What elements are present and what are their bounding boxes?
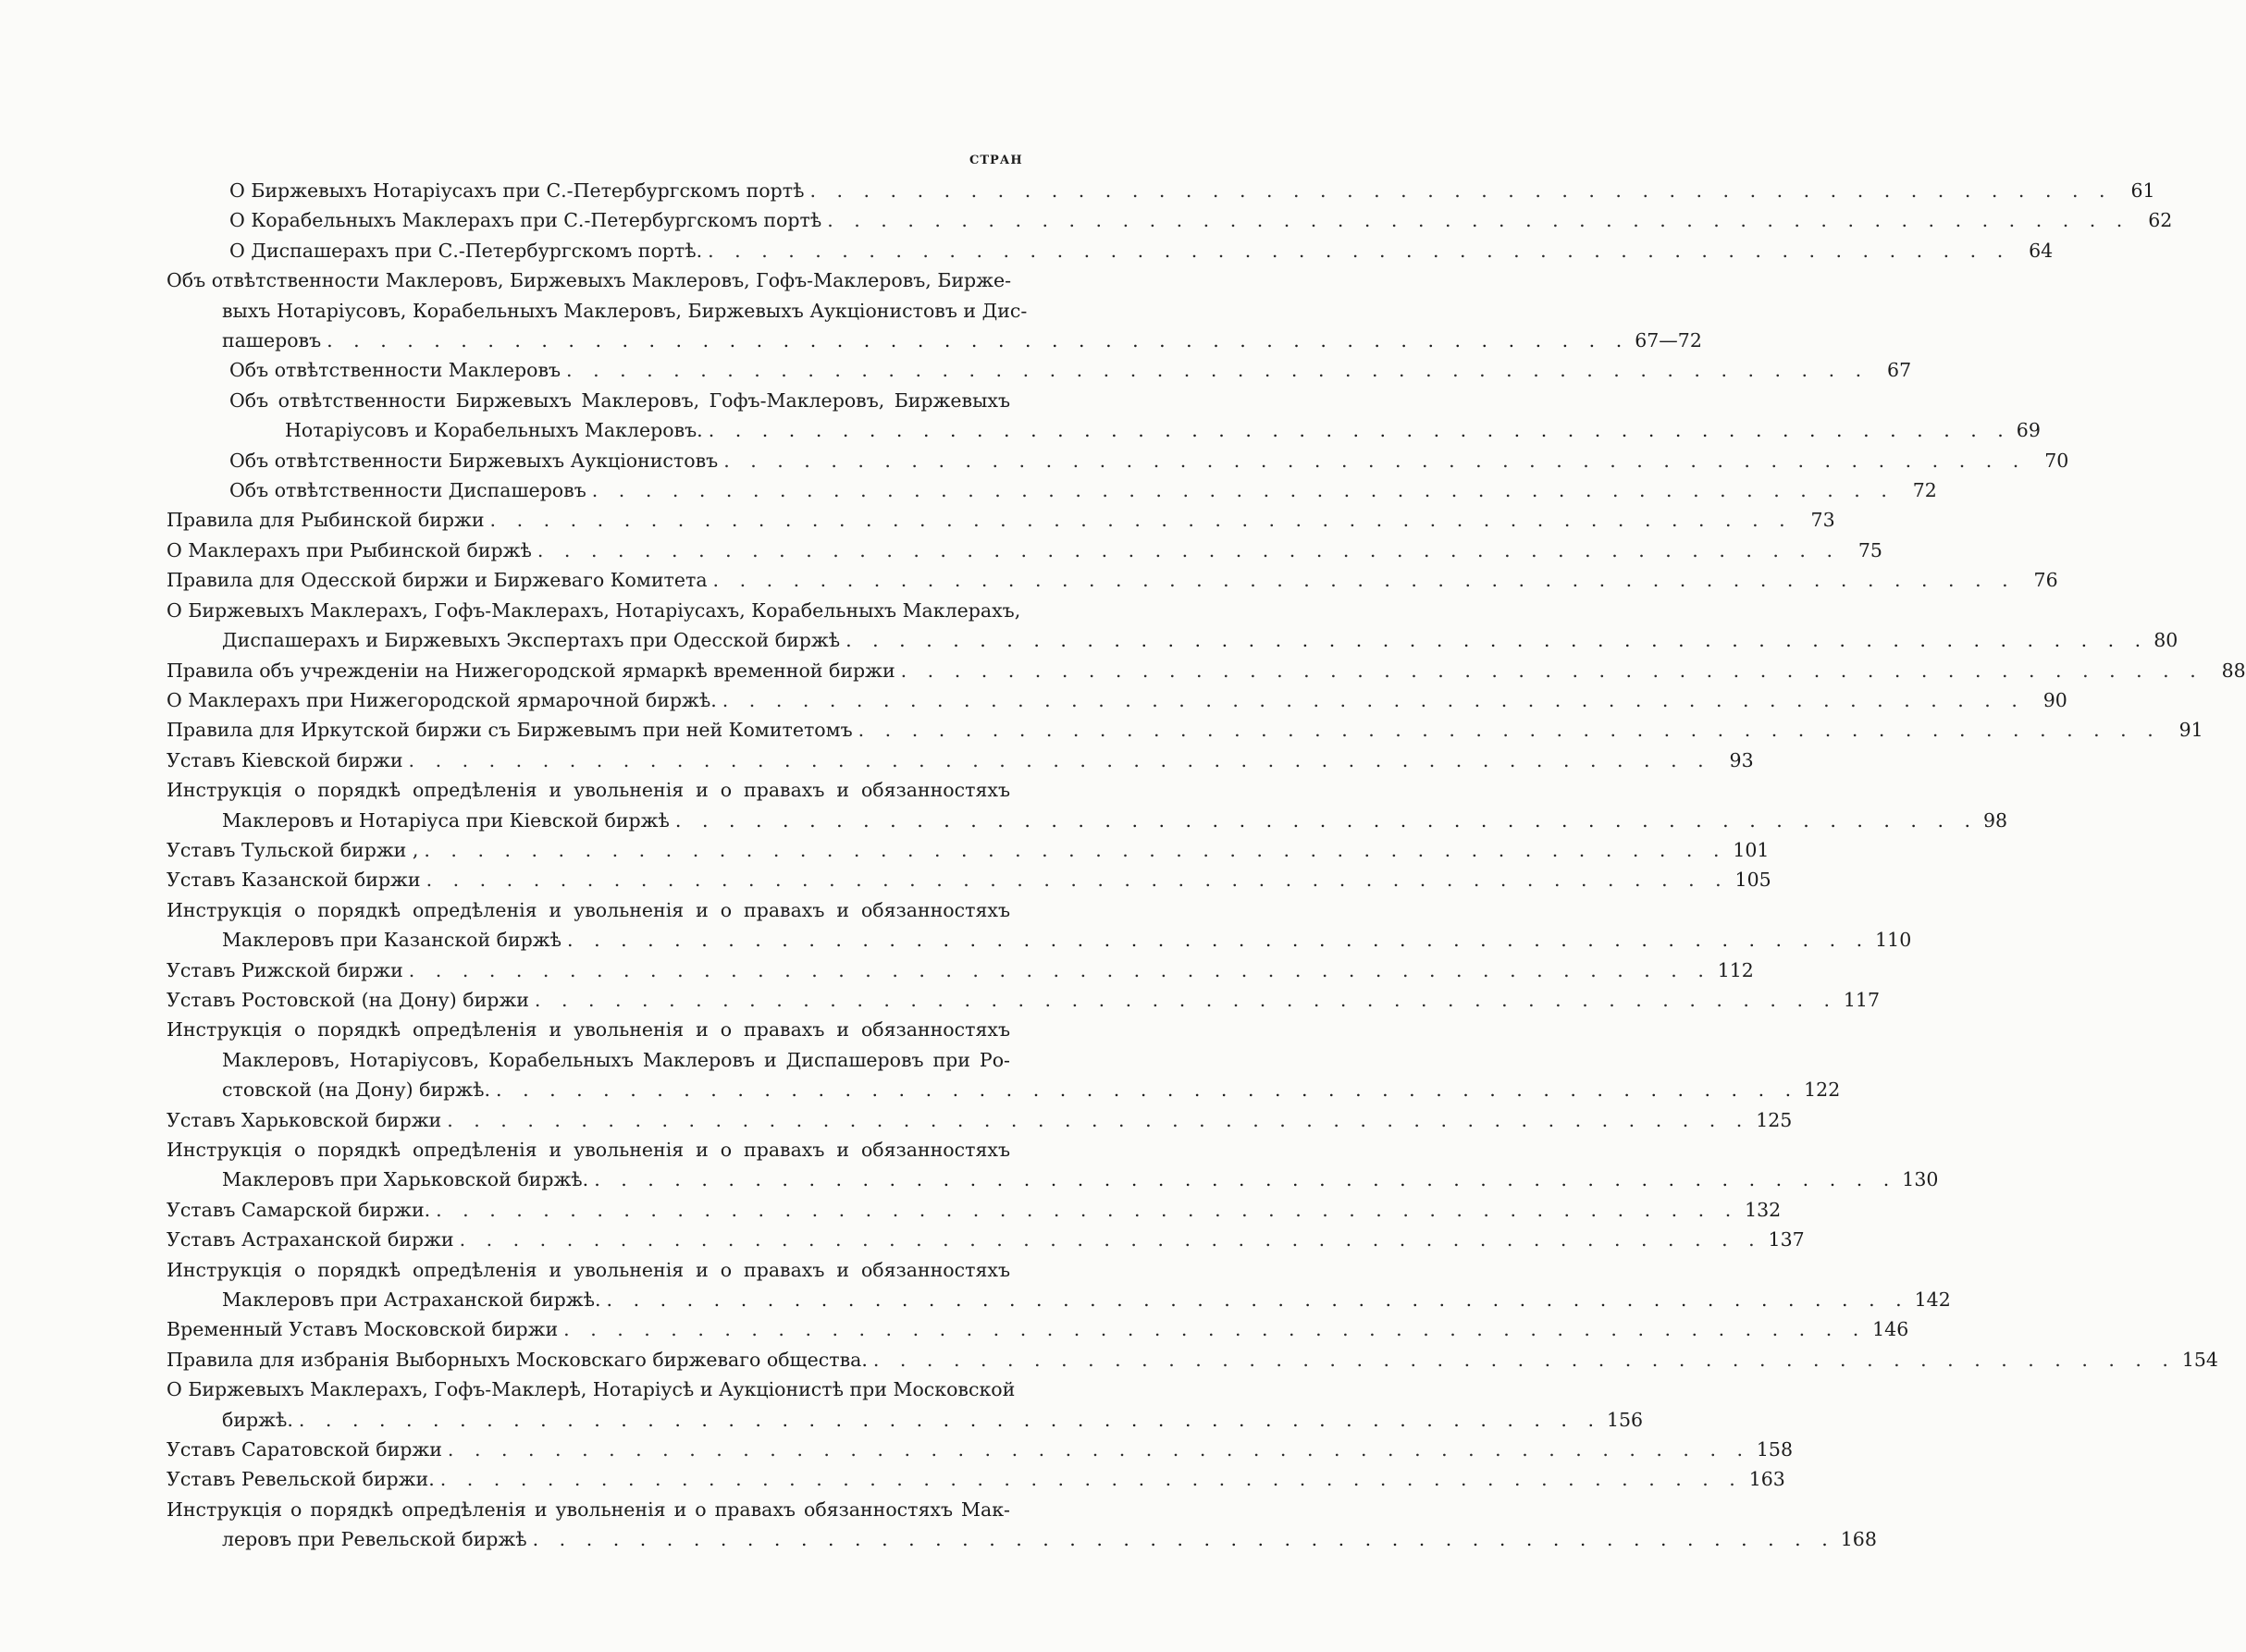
- toc-entry-page: 122: [1804, 1079, 1841, 1102]
- dot-leader: . . . . . . . . . . . . . . . . . . . . . . . . . . . . . . . . . . . . . . . . . . . . . . . . .: [809, 179, 2113, 202]
- toc-entry-title-line: Маклеровъ при Казанской биржѣ: [222, 929, 562, 952]
- toc-entry-page: 117: [1843, 988, 1881, 1011]
- toc-entry: [229, 475, 1937, 505]
- dot-leader: . . . . . . . . . . . . . . . . . . . . . . . . . . . . . . . . . . . . . . . . . . . . . . . . .: [447, 1108, 1750, 1131]
- dot-leader: . . . . . . . . . . . . . . . . . . . . . . . . . . . . . . . . . . . . . . . . . . . . . . . . .: [827, 209, 2130, 232]
- dot-leader: . . . . . . . . . . . . . . . . . . . . . . . . . . . . . . . . . . . . . . . . . . . . . . . . .: [606, 1288, 1909, 1312]
- dot-leader: . . . . . . . . . . . . . . . . . . . . . . . . . . . . . . . . . . . . . . . . . . . . . . . . .: [424, 838, 1727, 861]
- dot-leader: . . . . . . . . . . . . . . . . . . . . . . . . . . . . . . . . . . . . . . . . . . . . . . . . .: [459, 1228, 1762, 1251]
- dot-leader: . . . . . . . . . . . . . . . . . . . . . . . . . . . . . . . . . . . . . . . . . . . . . . . . .: [858, 719, 2161, 742]
- toc-entry: [229, 446, 2069, 475]
- toc-entry-page: 163: [1748, 1468, 1785, 1491]
- toc-entry-title: Временный Уставъ Московской биржи: [167, 1318, 559, 1341]
- dot-leader: . . . . . . . . . . . . . . . . . . . . . . . . . . . . . . . . . . . . . . . . . . . . . . . . .: [534, 988, 1838, 1011]
- toc-entry-last-line: [167, 925, 1912, 955]
- toc-entry-page: 90: [2042, 688, 2067, 711]
- toc-entry-title: Правила для Одесской биржи и Биржеваго Комитета: [167, 569, 708, 592]
- dot-leader: . . . . . . . . . . . . . . . . . . . . . . . . . . . . . . . . . . . . . . . . . . . . . . . . .: [872, 1348, 2176, 1371]
- toc-entry-page: 80: [2153, 629, 2178, 652]
- toc-entry-title-line: Инструкція о порядкѣ опредѣленія и увольненія и о правахъ обязанностяхъ Мак-: [167, 1498, 1010, 1521]
- toc-entry-title: Уставъ Рижской биржи: [167, 958, 403, 981]
- toc-entry-page: 98: [1983, 808, 2008, 832]
- toc-entry-title-line: О Биржевыхъ Маклерахъ, Гофъ-Маклерѣ, Нотаріусѣ и Аукціонистѣ при Московской: [167, 1378, 1016, 1401]
- toc-entry-title-line: Инструкція о порядкѣ опредѣленія и увольненія и о правахъ и обязанностяхъ: [167, 779, 1010, 802]
- toc-entry-title-line: Инструкція о порядкѣ опредѣленія и увольненія и о правахъ и обязанностяхъ: [167, 1258, 1010, 1281]
- dot-leader: . . . . . . . . . . . . . . . . . . . . . . . . . . . . . . . . . . . . . . . . . . . . . . . . .: [723, 449, 2027, 472]
- dot-leader: . . . . . . . . . . . . . . . . . . . . . . . . . . . . . . . . . . . . . . . . . . . . . . . . .: [845, 629, 2149, 652]
- toc-entry-page: 72: [1912, 479, 1937, 502]
- toc-entry-last-line: [167, 1405, 1644, 1435]
- dot-leader: . . . . . . . . . . . . . . . . . . . . . . . . . . . . . . . . . . . . . . . . . . . . . . . . .: [708, 239, 2011, 262]
- toc-entry: [167, 835, 1770, 865]
- toc-entry: [229, 176, 2155, 205]
- table-of-contents: [0, 176, 2246, 1555]
- toc-entry-page: 93: [1729, 748, 1754, 771]
- dot-leader: . . . . . . . . . . . . . . . . . . . . . . . . . . . . . . . . . . . . . . . . . . . . . . . . .: [496, 1079, 1799, 1102]
- toc-entry-title-line: леровъ при Ревельской биржѣ: [222, 1528, 527, 1551]
- toc-entry-title: Уставъ Ревельской биржи.: [167, 1468, 435, 1491]
- toc-entry: [229, 355, 1912, 385]
- dot-leader: . . . . . . . . . . . . . . . . . . . . . . . . . . . . . . . . . . . . . . . . . . . . . . . . .: [674, 808, 1978, 832]
- toc-entry: [229, 386, 2041, 446]
- toc-entry-title: Уставъ Казанской биржи: [167, 869, 421, 892]
- dot-leader: . . . . . . . . . . . . . . . . . . . . . . . . . . . . . . . . . . . . . . . . . . . . . . . . .: [708, 419, 2011, 442]
- toc-entry-title: Уставъ Астраханской биржи: [167, 1228, 454, 1251]
- toc-entry: [167, 1225, 1805, 1254]
- toc-entry: [167, 865, 1771, 894]
- toc-entry-title: Уставъ Саратовской биржи: [167, 1438, 442, 1461]
- toc-entry-title: Правила для Рыбинской биржи: [167, 509, 485, 532]
- dot-leader: . . . . . . . . . . . . . . . . . . . . . . . . . . . . . . . . . . . . . . . . . . . . . . . . .: [408, 748, 1711, 771]
- dot-leader: . . . . . . . . . . . . . . . . . . . . . . . . . . . . . . . . . . . . . . . . . . . . . . . . .: [408, 958, 1711, 981]
- toc-entry-page: 64: [2029, 239, 2054, 262]
- toc-entry-title: Уставъ Самарской биржи.: [167, 1198, 431, 1221]
- toc-entry-title-line: Маклеровъ и Нотаріуса при Кіевской биржѣ: [222, 808, 670, 832]
- toc-entry-title: Уставъ Тульской биржи ,: [167, 838, 419, 861]
- toc-entry-title-line: Нотаріусовъ и Корабельныхъ Маклеровъ.: [285, 419, 703, 442]
- toc-entry-title: О Диспашерахъ при С.-Петербургскомъ портѣ.: [229, 239, 703, 262]
- toc-entry-title: О Маклерахъ при Рыбинской биржѣ: [167, 538, 532, 561]
- toc-entry: [167, 715, 2203, 745]
- toc-entry: [167, 1195, 1782, 1225]
- toc-entry: [167, 1314, 1909, 1344]
- dot-leader: . . . . . . . . . . . . . . . . . . . . . . . . . . . . . . . . . . . . . . . . . . . . . . . . .: [567, 929, 1870, 952]
- toc-entry: [167, 746, 1754, 775]
- toc-entry-page: 88: [2221, 659, 2246, 682]
- toc-entry: [167, 895, 1912, 955]
- toc-entry-title-line: выхъ Нотаріусовъ, Корабельныхъ Маклеровъ, Биржевыхъ Аукціонистовъ и Дис-: [222, 299, 1028, 322]
- toc-entry-title-line: О Биржевыхъ Маклерахъ, Гофъ-Маклерахъ, Нотаріусахъ, Корабельныхъ Маклерахъ,: [167, 598, 1021, 622]
- toc-entry-page: 105: [1734, 869, 1771, 892]
- toc-entry-title: О Биржевыхъ Нотаріусахъ при С.-Петербургскомъ портѣ: [229, 179, 805, 202]
- toc-entry-page: 112: [1717, 958, 1754, 981]
- toc-entry: [167, 596, 2178, 656]
- toc-entry: [167, 1135, 1939, 1195]
- toc-entry: [167, 1015, 1841, 1104]
- toc-entry-last-line: [229, 415, 2041, 445]
- toc-entry: [167, 685, 2067, 715]
- toc-entry-title: О Корабельныхъ Маклерахъ при С.-Петербургскомъ портѣ: [229, 209, 822, 232]
- toc-entry-title-line: Инструкція о порядкѣ опредѣленія и увольненія и о правахъ и обязанностяхъ: [167, 1139, 1010, 1161]
- toc-entry-last-line: [167, 1075, 1841, 1104]
- page-column-header: СТРАН: [969, 154, 1023, 167]
- toc-entry: [167, 1464, 1785, 1494]
- toc-entry-page: 73: [1810, 509, 1835, 532]
- toc-entry: [167, 775, 2008, 835]
- toc-entry-title-line: Объ отвѣтственности Маклеровъ, Биржевыхъ Маклеровъ, Гофъ-Маклеровъ, Бирже-: [167, 269, 1012, 292]
- toc-entry-page: 142: [1914, 1288, 1951, 1312]
- toc-entry-title: О Маклерахъ при Нижегородской ярмарочной биржѣ.: [167, 688, 717, 711]
- toc-entry-last-line: [167, 1524, 1877, 1554]
- toc-entry: [167, 656, 2246, 685]
- toc-entry-title: Уставъ Кіевской биржи: [167, 748, 403, 771]
- toc-entry-page: 101: [1733, 838, 1770, 861]
- toc-entry-page: 130: [1902, 1168, 1939, 1191]
- toc-entry-page: 75: [1857, 538, 1882, 561]
- toc-entry-title: Объ отвѣтственности Биржевыхъ Аукціонистовъ: [229, 449, 719, 472]
- toc-entry-title: Уставъ Харьковской биржи: [167, 1108, 442, 1131]
- toc-entry-title: Объ отвѣтственности Диспашеровъ: [229, 479, 586, 502]
- toc-entry-last-line: [167, 806, 2008, 835]
- toc-entry-page: 69: [2016, 419, 2041, 442]
- dot-leader: . . . . . . . . . . . . . . . . . . . . . . . . . . . . . . . . . . . . . . . . . . . . . . . . .: [712, 569, 2016, 592]
- toc-entry-title: Правила объ учрежденіи на Нижегородской ярмаркѣ временной биржи: [167, 659, 895, 682]
- toc-entry: [167, 565, 2058, 595]
- dot-leader: . . . . . . . . . . . . . . . . . . . . . . . . . . . . . . . . . . . . . . . . . . . . . . . . .: [566, 359, 1870, 382]
- toc-entry-title-line: Маклеровъ, Нотаріусовъ, Корабельныхъ Маклеровъ и Диспашеровъ при Ро-: [222, 1048, 1010, 1071]
- dot-leader: . . . . . . . . . . . . . . . . . . . . . . . . . . . . . . . . . . . . . . . . . . . . . . . . .: [591, 479, 1894, 502]
- toc-entry-page: 146: [1872, 1318, 1909, 1341]
- toc-entry-page: 110: [1875, 929, 1912, 952]
- toc-entry-page: 67—72: [1635, 329, 1702, 352]
- toc-entry-page: 158: [1756, 1438, 1793, 1461]
- toc-entry-title-line: Инструкція о порядкѣ опредѣленія и увольненія и о правахъ и обязанностяхъ: [167, 1018, 1010, 1042]
- toc-entry-page: 154: [2181, 1348, 2218, 1371]
- toc-entry-title: Уставъ Ростовской (на Дону) биржи: [167, 988, 529, 1011]
- dot-leader: . . . . . . . . . . . . . . . . . . . . . . . . . . . . . . . . . . . . . . . . . . . . . . . . .: [563, 1318, 1867, 1341]
- toc-entry-page: 61: [2130, 179, 2155, 202]
- toc-entry-page: 76: [2033, 569, 2058, 592]
- toc-entry-page: 67: [1887, 359, 1912, 382]
- toc-entry-title-line: пашеровъ: [222, 329, 322, 352]
- toc-entry-title-line: Маклеровъ при Астраханской биржѣ.: [222, 1288, 601, 1312]
- toc-entry-title-line: Объ отвѣтственности Биржевыхъ Маклеровъ, Гофъ-Маклеровъ, Биржевыхъ: [229, 388, 1010, 412]
- dot-leader: . . . . . . . . . . . . . . . . . . . . . . . . . . . . . . . . . . . . . . . . . . . . . . . . .: [594, 1168, 1897, 1191]
- toc-entry-title-line: стовской (на Дону) биржѣ.: [222, 1079, 491, 1102]
- dot-leader: . . . . . . . . . . . . . . . . . . . . . . . . . . . . . . . . . . . . . . . . . . . . . . . . .: [722, 688, 2025, 711]
- toc-entry: [167, 985, 1881, 1015]
- dot-leader: . . . . . . . . . . . . . . . . . . . . . . . . . . . . . . . . . . . . . . . . . . . . . . . . .: [436, 1198, 1739, 1221]
- toc-entry-page: 91: [2178, 719, 2203, 742]
- toc-entry-last-line: [167, 1285, 1951, 1314]
- toc-entry-page: 132: [1745, 1198, 1782, 1221]
- toc-entry-title: Правила для Иркутской биржи съ Биржевымъ при ней Комитетомъ: [167, 719, 853, 742]
- dot-leader: . . . . . . . . . . . . . . . . . . . . . . . . . . . . . . . . . . . . . . . . . . . . . . . . .: [900, 659, 2203, 682]
- dot-leader: . . . . . . . . . . . . . . . . . . . . . . . . . . . . . . . . . . . . . . . . . . . . . . . . .: [489, 509, 1793, 532]
- toc-entry: [229, 205, 2173, 235]
- toc-entry-page: 168: [1840, 1528, 1877, 1551]
- toc-entry-title: Объ отвѣтственности Маклеровъ: [229, 359, 562, 382]
- toc-entry: [167, 1435, 1793, 1464]
- toc-entry-title-line: Маклеровъ при Харьковской биржѣ.: [222, 1168, 589, 1191]
- toc-entry: [167, 1375, 1644, 1435]
- toc-entry-page: 125: [1756, 1108, 1793, 1131]
- toc-entry: [167, 1105, 1793, 1135]
- toc-entry-last-line: [167, 326, 1702, 355]
- dot-leader: . . . . . . . . . . . . . . . . . . . . . . . . . . . . . . . . . . . . . . . . . . . . . . . . .: [439, 1468, 1743, 1491]
- dot-leader: . . . . . . . . . . . . . . . . . . . . . . . . . . . . . . . . . . . . . . . . . . . . . . . . .: [447, 1438, 1750, 1461]
- toc-entry-title-line: Инструкція о порядкѣ опредѣленія и увольненія и о правахъ и обязанностяхъ: [167, 898, 1010, 921]
- toc-entry: [167, 1495, 1877, 1555]
- toc-entry-last-line: [167, 625, 2178, 655]
- dot-leader: . . . . . . . . . . . . . . . . . . . . . . . . . . . . . . . . . . . . . . . . . . . . . . . . .: [532, 1528, 1835, 1551]
- toc-entry-last-line: [167, 1165, 1939, 1194]
- dot-leader: . . . . . . . . . . . . . . . . . . . . . . . . . . . . . . . . . . . . . . . . . . . . . . . . .: [426, 869, 1729, 892]
- toc-entry-page: 156: [1606, 1408, 1644, 1431]
- toc-entry: [167, 1255, 1951, 1315]
- toc-entry-page: 137: [1768, 1228, 1805, 1251]
- dot-leader: . . . . . . . . . . . . . . . . . . . . . . . . . . . . . . . . . . . . . . . . . . . . . . . . .: [327, 329, 1630, 352]
- toc-entry-title-line: Диспашерахъ и Биржевыхъ Экспертахъ при Одесской биржѣ: [222, 629, 841, 652]
- toc-entry-page: 70: [2044, 449, 2069, 472]
- toc-entry: [167, 505, 1835, 535]
- toc-entry: [167, 955, 1754, 985]
- toc-entry-page: 62: [2148, 209, 2173, 232]
- dot-leader: . . . . . . . . . . . . . . . . . . . . . . . . . . . . . . . . . . . . . . . . . . . . . . . . .: [537, 538, 1840, 561]
- toc-entry: [167, 1345, 2218, 1375]
- toc-entry-title: Правила для избранія Выборныхъ Московскаго биржеваго общества.: [167, 1348, 868, 1371]
- dot-leader: . . . . . . . . . . . . . . . . . . . . . . . . . . . . . . . . . . . . . . . . . . . . . . . . .: [298, 1408, 1601, 1431]
- toc-entry: [167, 536, 1882, 565]
- toc-entry: [229, 236, 2054, 265]
- toc-entry: [167, 265, 1702, 355]
- toc-entry-title-line: биржѣ.: [222, 1408, 293, 1431]
